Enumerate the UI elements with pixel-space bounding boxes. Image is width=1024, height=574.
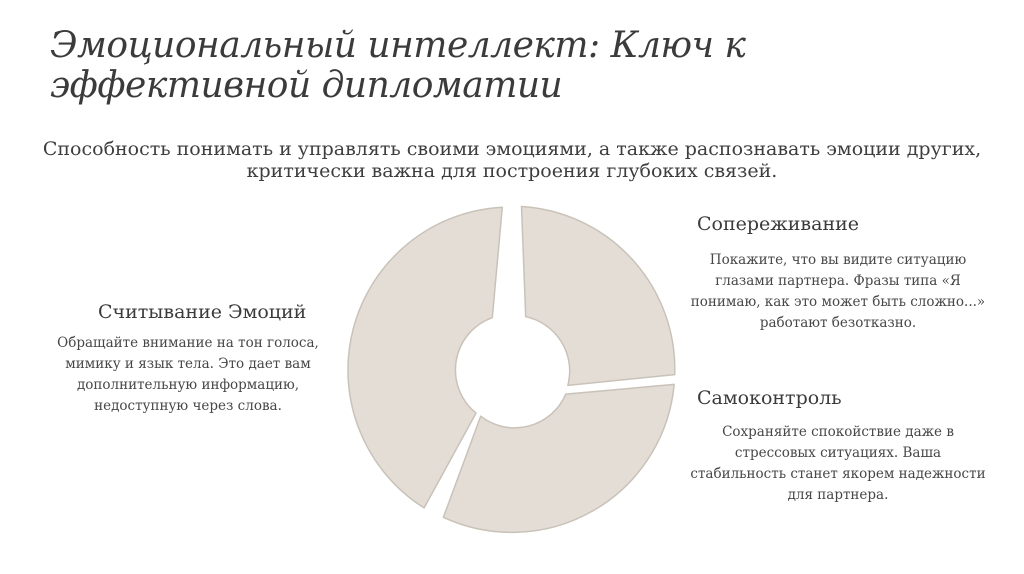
- page-title: Эмоциональный интеллект: Ключ к эффективной дипломатии: [50, 25, 746, 106]
- section-heading-emotion-reading: Считывание Эмоций: [98, 301, 307, 323]
- section-text-emotion-reading: Обращайте внимание на тон голоса, мимику и язык тела. Это дает вам дополнительную информацию, недоступную через слова.: [57, 335, 319, 414]
- section-text-empathy: Покажите, что вы видите ситуацию глазами партнера. Фразы типа «Я понимаю, как это может быть сложно...» работают безотказно.: [690, 252, 986, 331]
- donut-diagram: [341, 200, 681, 540]
- donut-segment-bottom-right: [443, 384, 674, 532]
- section-heading-empathy: Сопереживание: [697, 213, 860, 235]
- section-text-self-control: Сохраняйте спокойствие даже в стрессовых ситуациях. Ваша стабильность станет якорем надежности для партнера.: [690, 424, 986, 503]
- section-heading-self-control: Самоконтроль: [697, 387, 842, 409]
- donut-segment-top-right: [522, 207, 675, 386]
- page-subtitle: Способность понимать и управлять своими эмоциями, а также распознавать эмоции других, критически важна для построения глубоких связей.: [42, 138, 982, 182]
